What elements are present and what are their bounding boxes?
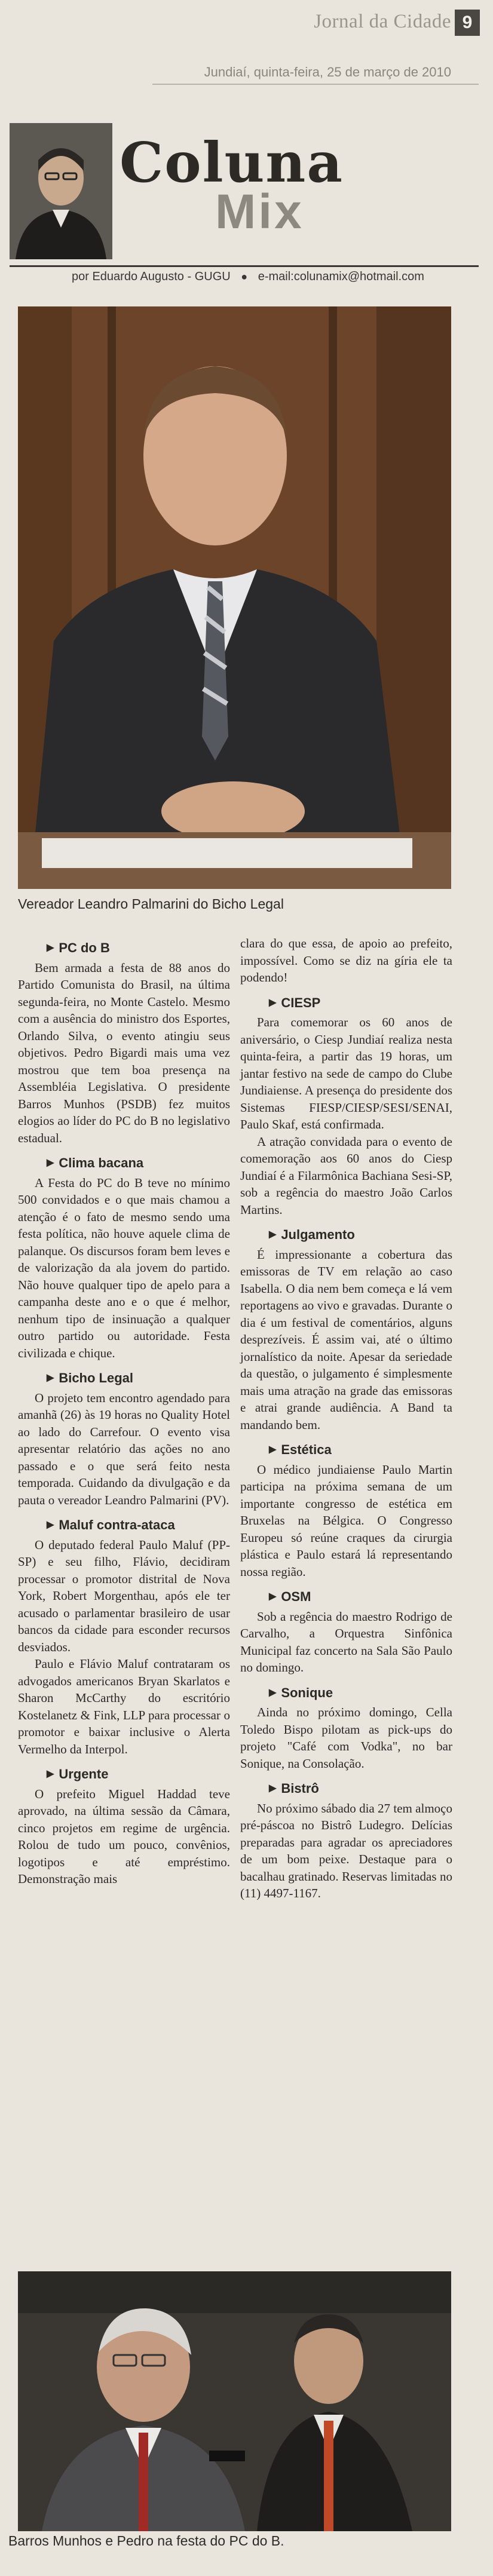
section-sonique [240, 1685, 452, 1772]
paragraph: O prefeito Miguel Haddad teve aprovado, na última sessão da Câmara, cinco projetos em regime de urgência. Rolou de tudo um pouco, convênios, logotipos e até empréstimo. Demonstração mais [18, 1786, 230, 1886]
newspaper-name: Jornal da Cidade [314, 11, 451, 32]
page-number: 9 [455, 10, 480, 36]
triangle-bullet-icon: ▶ [269, 997, 277, 1008]
section-heading: ▶ Clima bacana [47, 1155, 230, 1172]
section-heading: ▶ Bicho Legal [47, 1370, 230, 1387]
section-ciesp [240, 995, 452, 1219]
section-clima-bacana [18, 1155, 230, 1361]
section-pcdob [18, 940, 230, 1146]
column-title-main: Coluna [120, 130, 344, 195]
bottom-photo-caption: Barros Munhos e Pedro na festa do PC do B. [8, 2533, 284, 2549]
triangle-bullet-icon: ▶ [47, 943, 54, 953]
triangle-bullet-icon: ▶ [269, 1229, 277, 1240]
triangle-bullet-icon: ▶ [269, 1783, 277, 1793]
paragraph: Para comemorar os 60 anos de aniversário, o Ciesp Jundiaí realiza nesta quinta-feira, a partir das 19 horas, um jantar festivo na sede de campo do Clube Jundiaiense. A presença do presidente dos Sistemas FIESP/CIESP/SESI/SENAI, Paulo Skaf, está confirmada. [240, 1015, 452, 1131]
byline [72, 270, 424, 284]
byline-divider [10, 265, 479, 267]
paragraph: Sob a regência do maestro Rodrigo de Carvalho, a Orquestra Sinfônica Municipal faz concerto na Sala São Paulo no domingo. [240, 1609, 452, 1675]
bullet-icon: ● [241, 271, 248, 283]
paragraph: O médico jundiaiense Paulo Martin participa na próxima semana de um importante congresso de estética em Bruxelas na Bélgica. O Congresso Europeu só reúne craques da cirurgia plástica e Paulo estará lá representando nossa região. [240, 1462, 452, 1579]
author-photo [10, 123, 112, 259]
triangle-bullet-icon: ▶ [47, 1520, 54, 1530]
publication-date: Jundiaí, quinta-feira, 25 de março de 2010 [204, 65, 451, 79]
section-estetica [240, 1442, 452, 1580]
paragraph: Bem armada a festa de 88 anos do Partido Comunista do Brasil, na última segunda-feira, no Monte Castelo. Mesmo com a ausência do ministro dos Esportes, Orlando Silva, o evento atingiu seus objetivos. Pedro Bigardi mais uma vez mostrou que tem boa presença na Assembléia Legislativa. O presidente Barros Munhos (PSDB) fez muitos elogios ao líder do PC do B no legislativo estadual. [18, 960, 230, 1145]
author-email: e-mail:colunamix@hotmail.com [258, 270, 424, 283]
section-heading: ▶ Bistrô [269, 1780, 452, 1798]
section-heading: ▶ Sonique [269, 1685, 452, 1702]
section-urgente [18, 1766, 230, 1888]
paragraph: A Festa do PC do B teve no mínimo 500 convidados e o que mais chamou a atenção é o fato de mesmo sendo uma festa política, não houve aquele clima de palanque. Os discursos foram bem leves e de valorização da ala jovem do partido. Não houve qualquer tipo de apelo para a campanha deste ano e o que é melhor, nenhum tipo de insinuação a qualquer outro partido ou autoridade. Festa civilizada e chique. [18, 1175, 230, 1360]
section-heading: ▶ Maluf contra-ataca [47, 1517, 230, 1534]
section-heading: ▶ PC do B [47, 940, 230, 957]
paragraph: Ainda no próximo domingo, Cella Toledo Bispo pilotam as pick-ups do projeto "Café com Vodka", no bar Sonique, na Consolação. [240, 1705, 452, 1771]
page-header [0, 0, 493, 79]
author-name: por Eduardo Augusto - GUGU [72, 270, 231, 283]
paragraph: O deputado federal Paulo Maluf (PP-SP) e seu filho, Flávio, decidiram processar o promotor distrital de Nova York, Robert Morgenthau, após ele ter acusado o parlamentar brasileiro de usar bancos da cidade para esconder recursos desviados. [18, 1537, 230, 1654]
triangle-bullet-icon: ▶ [47, 1373, 54, 1383]
column-title-sub: Mix [215, 185, 304, 239]
section-urgente-continued [240, 935, 452, 986]
section-osm [240, 1588, 452, 1676]
article-column-left [18, 935, 230, 1896]
section-heading: ▶ OSM [269, 1588, 452, 1606]
article-column-right [240, 935, 452, 1910]
paragraph: A atração convidada para o evento de comemoração aos 60 anos do Ciesp Jundiaí é a Filarmônica Bachiana Sesi-SP, sob a regência do maestro João Carlos Martins. [240, 1134, 452, 1217]
section-heading: ▶ CIESP [269, 995, 452, 1012]
triangle-bullet-icon: ▶ [269, 1445, 277, 1455]
section-bistro [240, 1780, 452, 1902]
header-divider [152, 84, 479, 85]
paragraph: O projeto tem encontro agendado para amanhã (26) às 19 horas no Quality Hotel ao lado do Carrefour. O evento visa apresentar relatório das ações no ano passado e o que será feito nesta temporada. Cuidando da divulgação e da pauta o vereador Leandro Palmarini (PV). [18, 1390, 230, 1507]
section-heading: ▶ Julgamento [269, 1226, 452, 1244]
section-bicho-legal [18, 1370, 230, 1508]
triangle-bullet-icon: ▶ [269, 1591, 277, 1602]
bottom-photo [18, 2271, 451, 2531]
section-heading: ▶ Urgente [47, 1766, 230, 1783]
triangle-bullet-icon: ▶ [47, 1158, 54, 1168]
paragraph: É impressionante a cobertura das emissoras de TV em relação ao caso Isabella. O dia nem bem começa e lá vem reportagens ao vivo e gravadas. Durante o dia é um festival de comentários, alguns desprezíveis. É assim vai, até o último jornalístico da noite. Apesar da seriedade da questão, o julgamento é simplesmente mais uma atração na grade das emissoras e atrai grande audiência. A Band ta mandando bem. [240, 1247, 452, 1432]
section-heading: ▶ Estética [269, 1442, 452, 1459]
column-masthead [0, 112, 493, 283]
main-photo [18, 306, 451, 889]
paragraph: Paulo e Flávio Maluf contrataram os advogados americanos Bryan Skarlatos e Sharon McCarthy do escritório Kostelanetz & Fink, LLP para processar o promotor e baixar inclusive o Alerta Vermelho da Interpol. [18, 1657, 230, 1756]
section-julgamento [240, 1226, 452, 1433]
section-maluf [18, 1517, 230, 1758]
triangle-bullet-icon: ▶ [269, 1687, 277, 1698]
triangle-bullet-icon: ▶ [47, 1769, 54, 1779]
paragraph: No próximo sábado dia 27 tem almoço pré-páscoa no Bistrô Ludegro. Delícias preparadas para agradar os apreciadores de um bom peixe. Destaque para o bacalhau gratinado. Reservas limitadas no (11) 4497-1167. [240, 1801, 452, 1900]
main-photo-caption: Vereador Leandro Palmarini do Bicho Legal [18, 896, 284, 912]
paragraph: clara do que essa, de apoio ao prefeito, impossível. Como se diz na gíria ele ta podendo! [240, 936, 452, 985]
